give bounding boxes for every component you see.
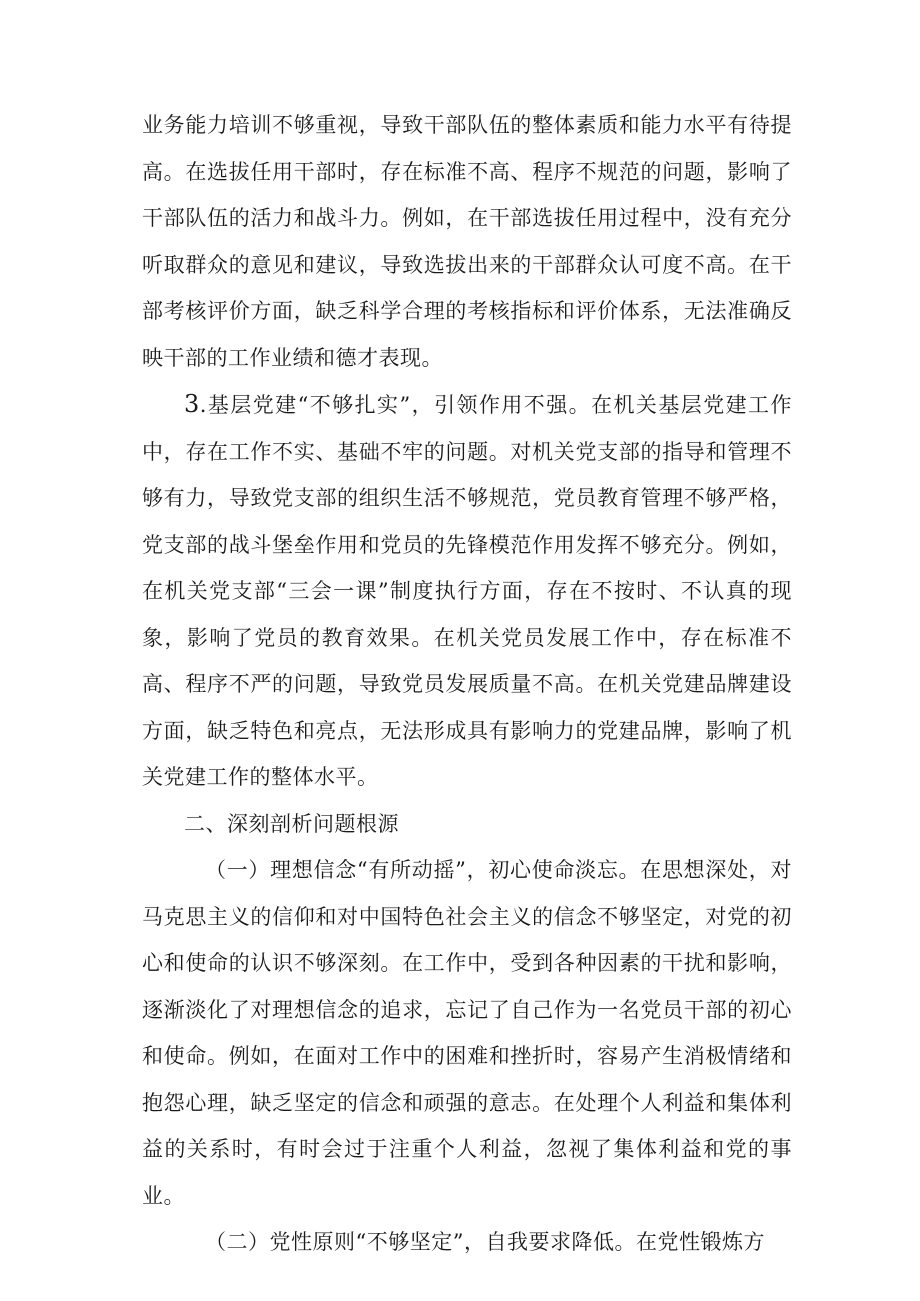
paragraph-party-principles [142, 1219, 792, 1266]
paragraph-text: 业务能力培训不够重视，导致干部队伍的整体素质和能力水平有待提高。在选拔任用干部时，存在标准不高、程序不规范的问题，影响了干部队伍的活力和战斗力。例如，在干部选拔任用过程中，没有充分听取群众的意见和建议，导致选拔出来的干部群众认可度不高。在干部考核评价方面，缺乏科学合理的考核指标和评价体系，无法准确反映干部的工作业绩和德才表现。 [142, 113, 792, 370]
paragraph-text: .基层党建“不够扎实”，引领作用不强。在机关基层党建工作中，存在工作不实、基础不牢的问题。对机关党支部的指导和管理不够有力，导致党支部的组织生活不够规范，党员教育管理不够严格，党支部的战斗堡垒作用和党员的先锋模范作用发挥不够充分。例如，在机关党支部“三会一课”制度执行方面，存在不按时、不认真的现象，影响了党员的教育效果。在机关党员发展工作中，存在标准不高、程序不严的问题，导致党员发展质量不高。在机关党建品牌建设方面，缺乏特色和亮点，无法形成具有影响力的党建品牌，影响了机关党建工作的整体水平。 [142, 393, 792, 789]
paragraph-text: （二）党性原则“不够坚定”，自我要求降低。在党性锻炼方 [205, 1230, 765, 1254]
paragraph-cadre-training [142, 102, 792, 381]
paragraph-text: （一）理想信念“有所动摇”，初心使命淡忘。在思想深处，对马克思主义的信仰和对中国特色社会主义的信念不够坚定，对党的初心和使命的认识不够深刻。在工作中，受到各种因素的干扰和影响，逐渐淡化了对理想信念的追求，忘记了自己作为一名党员干部的初心和使命。例如，在面对工作中的困难和挫折时，容易产生消极情绪和抱怨心理，缺乏坚定的信念和顽强的意志。在处理个人利益和集体利益的关系时，有时会过于注重个人利益，忽视了集体利益和党的事业。 [142, 858, 792, 1208]
item-number: 3 [184, 390, 200, 418]
document-body [142, 102, 792, 1266]
section-heading-root-causes [142, 801, 792, 848]
paragraph-ideals-beliefs [142, 847, 792, 1219]
heading-text: 二、深刻剖析问题根源 [184, 811, 399, 836]
paragraph-grassroots-party-building [142, 381, 792, 801]
